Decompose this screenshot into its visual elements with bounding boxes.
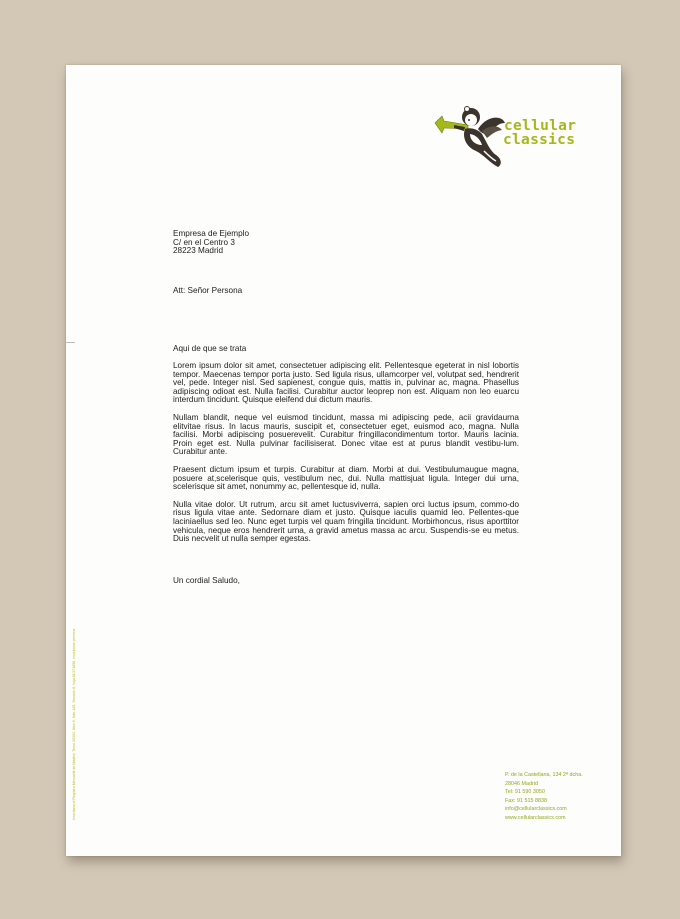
brand-line-1: cellular: [504, 118, 577, 134]
brand-line-2: classics: [503, 132, 576, 148]
letterhead-page: [66, 65, 621, 856]
registry-note: Inscritana el Registro Mercantil de Madrid, Tomo 20302, libro 0, folio 125, Sección 8, hoja M-371698, inscripción primera: [72, 628, 76, 820]
contact-block: [505, 771, 583, 823]
recipient-street: C/ en el Centro 3: [173, 237, 235, 247]
cherub-trumpet-icon: [432, 101, 507, 181]
attention-line: Att: Señor Persona: [173, 286, 243, 295]
contact-address: P. de la Castellana, 134 2ª dcha.: [505, 772, 583, 778]
subject-line: Aqui de que se trata: [173, 344, 247, 353]
recipient-company: Empresa de Ejemplo: [173, 229, 249, 238]
fold-mark: [65, 342, 75, 343]
company-logo: [432, 101, 582, 181]
contact-web: www.cellularclassics.com: [505, 814, 566, 821]
body-paragraph: Praesent dictum ipsum et turpis. Curabitur at diam. Morbi at dui. Vestibulumaugue magna, posuere at,scelerisque quis, vestibulum nec, dui. Nulla mattisjuat ligula. Integer dui urna, scelerisque sit amet, nonummy ac, pellentesque id, nulla.: [173, 464, 519, 492]
contact-tel: Tel: 91 590 3050: [505, 789, 545, 796]
recipient-address: [173, 230, 249, 256]
recipient-city: 28223 Madrid: [173, 246, 224, 256]
closing-line: Un cordial Saludo,: [173, 576, 240, 585]
body-paragraph: Nullam blandit, neque vel euismod tincidunt, massa mi adipiscing pede, acii gravidaurna elitvitae risus. In lacus mauris, suscipit et, consectetuer eget, euismod aco, magna. Nulla facilisi. Morbi adipiscing posuerevelit. Curabitur fringillacondimentum tortor. Mauris lacinia. Proin eget est. Nulla pulvinar facilisiserat. Donec vitae est at purus blandit vestibu-lum. Curabitur ante.: [173, 412, 519, 457]
brand-wordmark: [504, 119, 576, 147]
body-paragraph: Nulla vitae dolor. Ut rutrum, arcu sit amet luctusviverra, sapien orci luctus ipsum, commo-do risus ligula vitae ante. Sedornare diam et justo. Quisque iaculis quamid leo. Pellentes-que laciniaellus sed leo. Nunc eget turpis vel quam fringilla tincidunt. Morbirhoncus, risus aporttitor vehicula, neque eros hendrerit urna, a gravid ametus massa ac arcu. Suspendis-se eu metus. Duis necvelit ut nulla semper egestas.: [173, 499, 519, 544]
contact-fax: Fax: 91 515 8838: [505, 797, 547, 804]
contact-postal: 28046 Madrid: [505, 780, 538, 787]
letter-body: [173, 362, 519, 553]
body-paragraph: Lorem ipsum dolor sit amet, consectetuer adipiscing elit. Pellentesque egeterat in nisl lobortis tempor. Maecenas tempor porta justo. Sed ligula risus, ullamcorper vel, volutpat sed, hendrerit vel, pede. Integer nisl. Sed sapienest, congue quis, mattis in, pulvinar ac, magna. Phasellus adipiscing odioat est. Nulla facilisi. Curabitur auctor leoprep non est. Aliquam non leo euarcu interdum tincidunt. Quisque eleifend dui dictum mauris.: [173, 361, 519, 405]
contact-email: info@cellularclassics.com: [505, 806, 567, 813]
